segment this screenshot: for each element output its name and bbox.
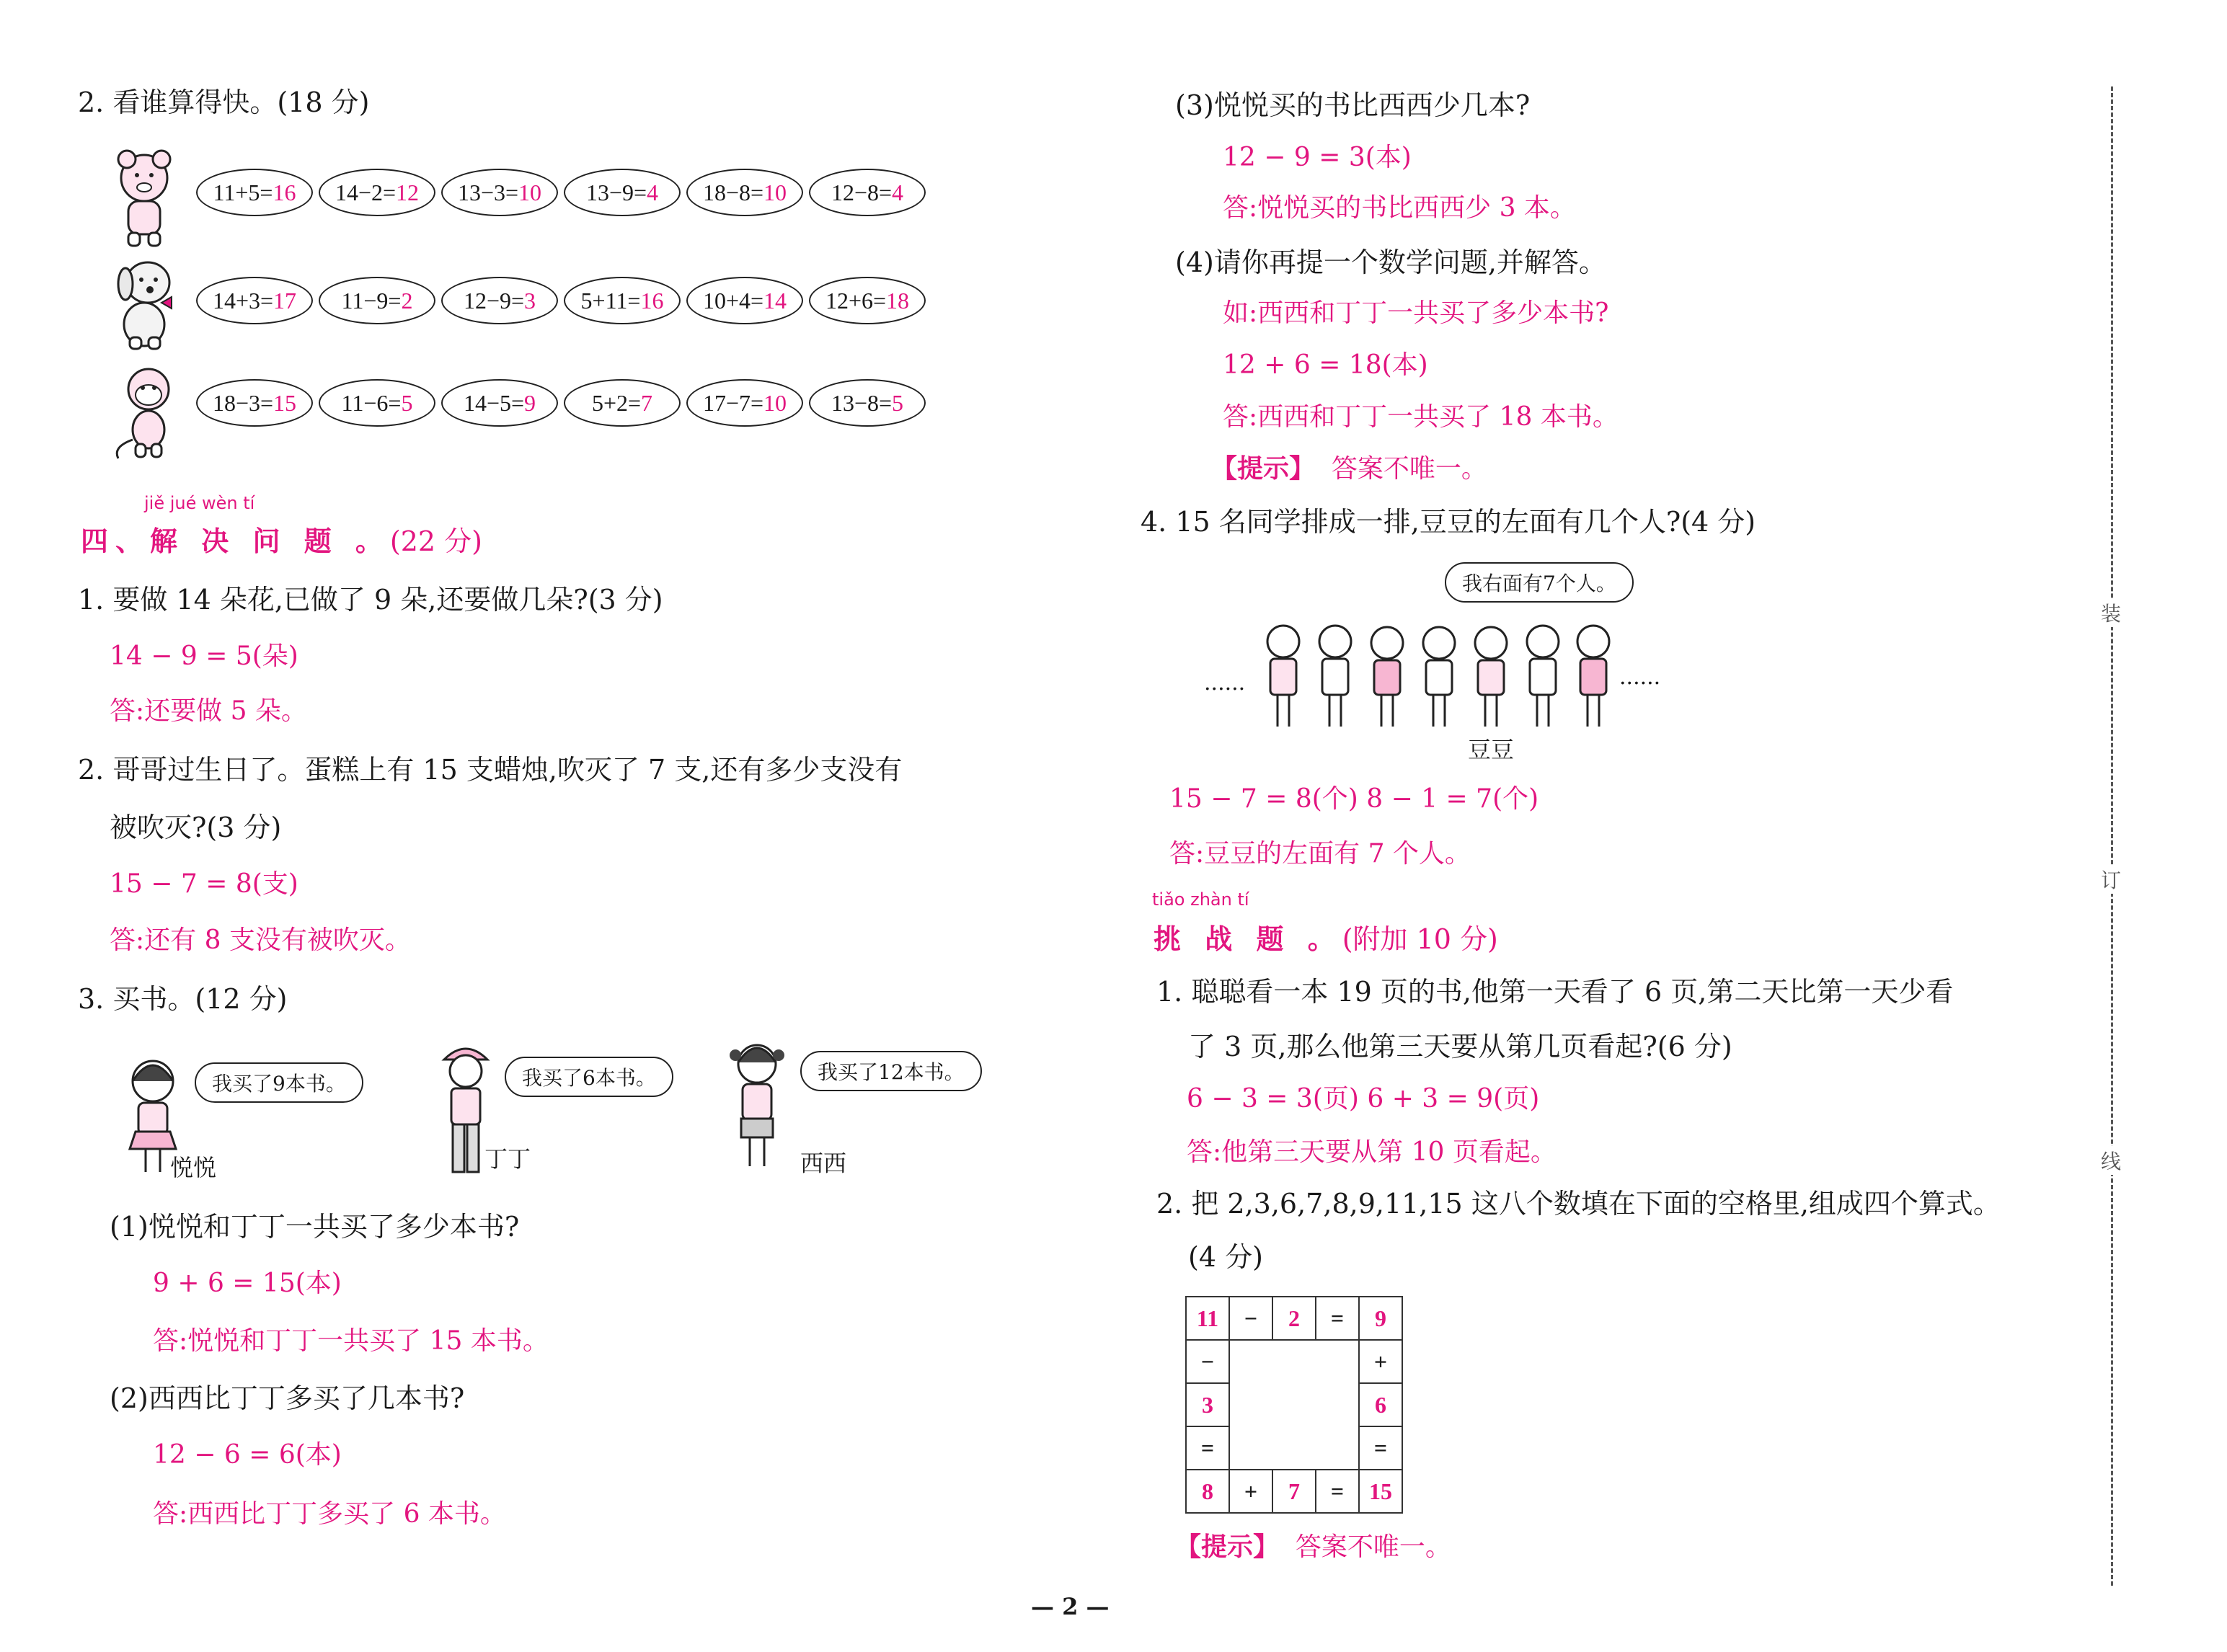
equation-expression: 11−6= <box>341 389 402 416</box>
girl-xixi-illustration-icon <box>721 1034 793 1178</box>
equation-expression: 18−3= <box>212 389 274 416</box>
grid-cell: 6 <box>1359 1383 1402 1426</box>
problem2-answer-2: 答:还有 8 支没有被吹灭。 <box>110 925 411 955</box>
grid-cell: 2 <box>1272 1297 1316 1340</box>
challenge2-question-1: 2. 把 2,3,6,7,8,9,11,15 这八个数填在下面的空格里,组成四个算式。 <box>1156 1188 2001 1220</box>
sub2-answer-2: 答:西西比丁丁多买了 6 本书。 <box>153 1499 506 1529</box>
equation-oval <box>809 277 926 324</box>
equation-result: 10 <box>763 389 787 416</box>
grid-cell: 3 <box>1186 1383 1229 1426</box>
sub4-answer-3: 答:西西和丁丁一共买了 18 本书。 <box>1223 402 1619 432</box>
problem4-answer-2: 答:豆豆的左面有 7 个人。 <box>1169 839 1471 869</box>
hint-1 <box>1211 453 1487 486</box>
equation-oval <box>196 169 313 216</box>
challenge1-answer-2: 答:他第三天要从第 10 页看起。 <box>1187 1137 1557 1167</box>
equation-result: 18 <box>886 287 910 314</box>
equation-expression: 10+4= <box>702 287 764 314</box>
section4-title: 四、解 决 问 题 。 <box>81 525 390 557</box>
name-yueyue: 悦悦 <box>170 1154 217 1181</box>
sub2-answer-1: 12 − 6 = 6(本) <box>153 1440 342 1470</box>
equation-result: 5 <box>401 389 413 416</box>
equation-oval <box>319 277 435 324</box>
speech-bubble-yueyue: 我买了9本书。 <box>195 1062 363 1103</box>
grid-cell: − <box>1229 1297 1272 1340</box>
equation-expression: 11+5= <box>213 179 273 205</box>
section4-pinyin: jiě jué wèn tí <box>144 493 255 513</box>
problem4-answer-1: 15 − 7 = 8(个) 8 − 1 = 7(个) <box>1169 784 1539 814</box>
sub1-question: (1)悦悦和丁丁一共买了多少本书? <box>110 1211 520 1243</box>
equation-expression: 13−3= <box>457 179 519 205</box>
binding-char-2: 订 <box>2101 865 2121 894</box>
grid-cell: + <box>1359 1340 1402 1383</box>
grid-cell: = <box>1316 1297 1359 1340</box>
challenge-title: 挑 战 题 。 <box>1154 923 1342 955</box>
equation-expression: 12−8= <box>831 179 893 205</box>
equation-oval <box>686 169 803 216</box>
hint-2-text: 答案不唯一。 <box>1295 1532 1451 1562</box>
dog-illustration-icon <box>108 252 187 353</box>
page-number: — 2 — <box>1031 1593 1110 1620</box>
equation-result: 7 <box>641 389 653 416</box>
equation-result: 16 <box>273 179 296 205</box>
equation-oval <box>196 379 313 427</box>
monkey-illustration-icon <box>108 360 187 461</box>
equation-expression: 5+2= <box>591 389 642 416</box>
equation-result: 4 <box>892 179 904 205</box>
grid-cell: 11 <box>1186 1297 1229 1340</box>
equation-expression: 14+3= <box>212 287 274 314</box>
name-dingding: 丁丁 <box>484 1145 531 1173</box>
problem3-title: 3. 买书。(12 分) <box>78 983 288 1015</box>
challenge1-question-1: 1. 聪聪看一本 19 页的书,他第一天看了 6 页,第二天比第一天少看 <box>1156 976 1954 1008</box>
sub2-question: (2)西西比丁丁多买了几本书? <box>110 1382 465 1414</box>
equation-expression: 14−5= <box>463 389 525 416</box>
equation-expression: 12+6= <box>825 287 887 314</box>
hint-2 <box>1175 1531 1451 1564</box>
equation-oval <box>564 379 681 427</box>
problem1-answer-1: 14 − 9 = 5(朵) <box>110 641 298 671</box>
equation-oval <box>564 277 681 324</box>
name-xixi: 西西 <box>800 1150 847 1177</box>
binding-char-1: 装 <box>2101 598 2121 627</box>
sub3-answer-1: 12 − 9 = 3(本) <box>1223 143 1412 172</box>
equation-oval <box>686 379 803 427</box>
equation-expression: 14−2= <box>335 179 397 205</box>
equation-result: 17 <box>273 287 297 314</box>
binding-char-3: 线 <box>2101 1146 2121 1175</box>
q2-title: 2. 看谁算得快。(18 分) <box>78 86 370 118</box>
equation-oval <box>196 277 313 324</box>
equation-row <box>196 169 926 216</box>
sub1-answer-2: 答:悦悦和丁丁一共买了 15 本书。 <box>153 1326 549 1356</box>
speech-bubble-doudou: 我右面有7个人。 <box>1445 562 1634 603</box>
problem2-question-2: 被吹灭?(3 分) <box>110 812 282 843</box>
problem4-question: 4. 15 名同学排成一排,豆豆的左面有几个人?(4 分) <box>1141 506 1756 538</box>
grid-cell: = <box>1359 1426 1402 1470</box>
equation-result: 15 <box>273 389 297 416</box>
equation-row <box>196 379 926 427</box>
problem1-answer-2: 答:还要做 5 朵。 <box>110 696 307 726</box>
equation-expression: 5+11= <box>580 287 641 314</box>
grid-cell: + <box>1229 1470 1272 1513</box>
grid-cell: 9 <box>1359 1297 1402 1340</box>
sub3-question: (3)悦悦买的书比西西少几本? <box>1175 89 1531 121</box>
problem2-answer-1: 15 − 7 = 8(支) <box>110 869 298 899</box>
equation-result: 12 <box>396 179 420 205</box>
section4-score: (22 分) <box>389 525 483 557</box>
equation-expression: 17−7= <box>702 389 764 416</box>
problem1-question: 1. 要做 14 朵花,已做了 9 朵,还要做几朵?(3 分) <box>78 584 663 616</box>
speech-bubble-xixi: 我买了12本书。 <box>800 1051 982 1091</box>
equation-row <box>196 277 926 324</box>
equation-oval <box>809 379 926 427</box>
equation-oval <box>319 169 435 216</box>
equation-result: 2 <box>401 287 413 314</box>
equation-oval <box>441 169 558 216</box>
sub4-answer-1: 如:西西和丁丁一共买了多少本书? <box>1223 298 1609 328</box>
equation-result: 10 <box>763 179 787 205</box>
bear-illustration-icon <box>108 148 187 249</box>
equation-oval <box>441 379 558 427</box>
grid-cell: = <box>1186 1426 1229 1470</box>
equation-result: 4 <box>647 179 659 205</box>
equation-oval <box>686 277 803 324</box>
equation-expression: 11−9= <box>341 287 402 314</box>
dots-right: ...... <box>1619 665 1661 690</box>
problem2-question-1: 2. 哥哥过生日了。蛋糕上有 15 支蜡烛,吹灭了 7 支,还有多少支没有 <box>78 754 903 786</box>
challenge1-question-2: 了 3 页,那么他第三天要从第几页看起?(6 分) <box>1188 1031 1732 1062</box>
name-doudou: 豆豆 <box>1468 736 1515 763</box>
challenge-header <box>1154 917 1498 956</box>
equation-oval <box>809 169 926 216</box>
challenge-pinyin: tiǎo zhàn tí <box>1152 889 1249 910</box>
hint-1-text: 答案不唯一。 <box>1331 454 1487 484</box>
challenge2-question-2: (4 分) <box>1188 1241 1263 1273</box>
sub1-answer-1: 9 + 6 = 15(本) <box>153 1269 342 1298</box>
speech-bubble-dingding: 我买了6本书。 <box>505 1057 673 1097</box>
challenge-score: (附加 10 分) <box>1342 923 1498 955</box>
equation-expression: 13−9= <box>585 179 647 205</box>
equation-result: 5 <box>892 389 904 416</box>
section4-header <box>81 519 482 559</box>
challenge1-answer-1: 6 − 3 = 3(页) 6 + 3 = 9(页) <box>1187 1084 1540 1114</box>
equation-expression: 13−8= <box>831 389 893 416</box>
sub3-answer-2: 答:悦悦买的书比西西少 3 本。 <box>1223 193 1576 223</box>
grid-cell: − <box>1186 1340 1229 1383</box>
binding-dashed-line <box>2111 86 2113 1586</box>
dots-left: ...... <box>1204 670 1246 696</box>
equation-expression: 12−9= <box>463 287 525 314</box>
students-row-illustration-icon <box>1254 620 1644 735</box>
grid-cell: = <box>1316 1470 1359 1513</box>
grid-cell: 7 <box>1272 1470 1316 1513</box>
sub4-question: (4)请你再提一个数学问题,并解答。 <box>1175 247 1606 278</box>
number-grid <box>1185 1296 1403 1514</box>
hint-2-tag: 【提示】 <box>1175 1532 1280 1562</box>
equation-oval <box>319 379 435 427</box>
grid-cell: 8 <box>1186 1470 1229 1513</box>
equation-result: 16 <box>640 287 664 314</box>
equation-result: 14 <box>763 287 787 314</box>
sub4-answer-2: 12 + 6 = 18(本) <box>1223 350 1428 380</box>
equation-result: 10 <box>518 179 542 205</box>
equation-result: 9 <box>524 389 536 416</box>
equation-expression: 18−8= <box>702 179 764 205</box>
equation-oval <box>441 277 558 324</box>
equation-result: 3 <box>524 287 536 314</box>
equation-oval <box>564 169 681 216</box>
hint-1-tag: 【提示】 <box>1211 454 1316 484</box>
grid-cell: 15 <box>1359 1470 1402 1513</box>
